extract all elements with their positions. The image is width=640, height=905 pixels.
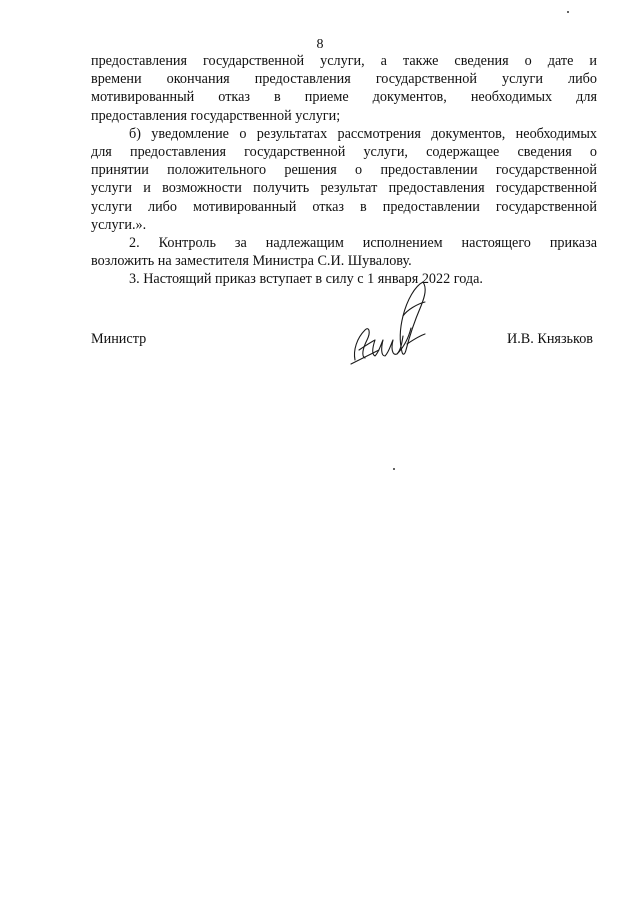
signature-block (91, 330, 597, 350)
text-line: мотивированный отказ в приеме документов, необходимых для (91, 89, 597, 106)
text-line: для предоставления государственной услуги, содержащее сведения о (91, 144, 597, 161)
text-line: времени окончания предоставления государственной услуги либо (91, 71, 597, 88)
page-number: 8 (316, 37, 324, 52)
text-line: предоставления государственной услуги; (91, 107, 341, 124)
text-line: услуги.». (91, 216, 147, 233)
text-line: 3. Настоящий приказ вступает в силу с 1 января 2022 года. (129, 271, 483, 288)
text-line: услуги и возможности получить результат предоставления государственной (91, 180, 597, 197)
text-line: б) уведомление о результатах рассмотрения документов, необходимых (129, 125, 597, 142)
paragraph-clause-2 (91, 234, 597, 270)
signatory-name: И.В. Князьков (507, 331, 593, 347)
text-line: услуги либо мотивированный отказ в предоставлении государственной (91, 198, 597, 215)
signatory-title: Министр (91, 331, 147, 347)
scan-speck (393, 468, 395, 470)
document-body (91, 52, 597, 289)
text-line: возложить на заместителя Министра С.И. Шувалову. (91, 253, 412, 270)
paragraph-continuation (91, 52, 597, 125)
text-line: предоставления государственной услуги, а также сведения о дате и (91, 53, 597, 69)
text-line: 2. Контроль за надлежащим исполнением настоящего приказа (129, 235, 597, 252)
text-line: принятии положительного решения о предоставлении государственной (91, 162, 597, 179)
paragraph-item-b (91, 125, 597, 234)
scan-speck (567, 11, 569, 13)
paragraph-clause-3 (91, 270, 597, 288)
handwritten-signature (345, 280, 445, 370)
